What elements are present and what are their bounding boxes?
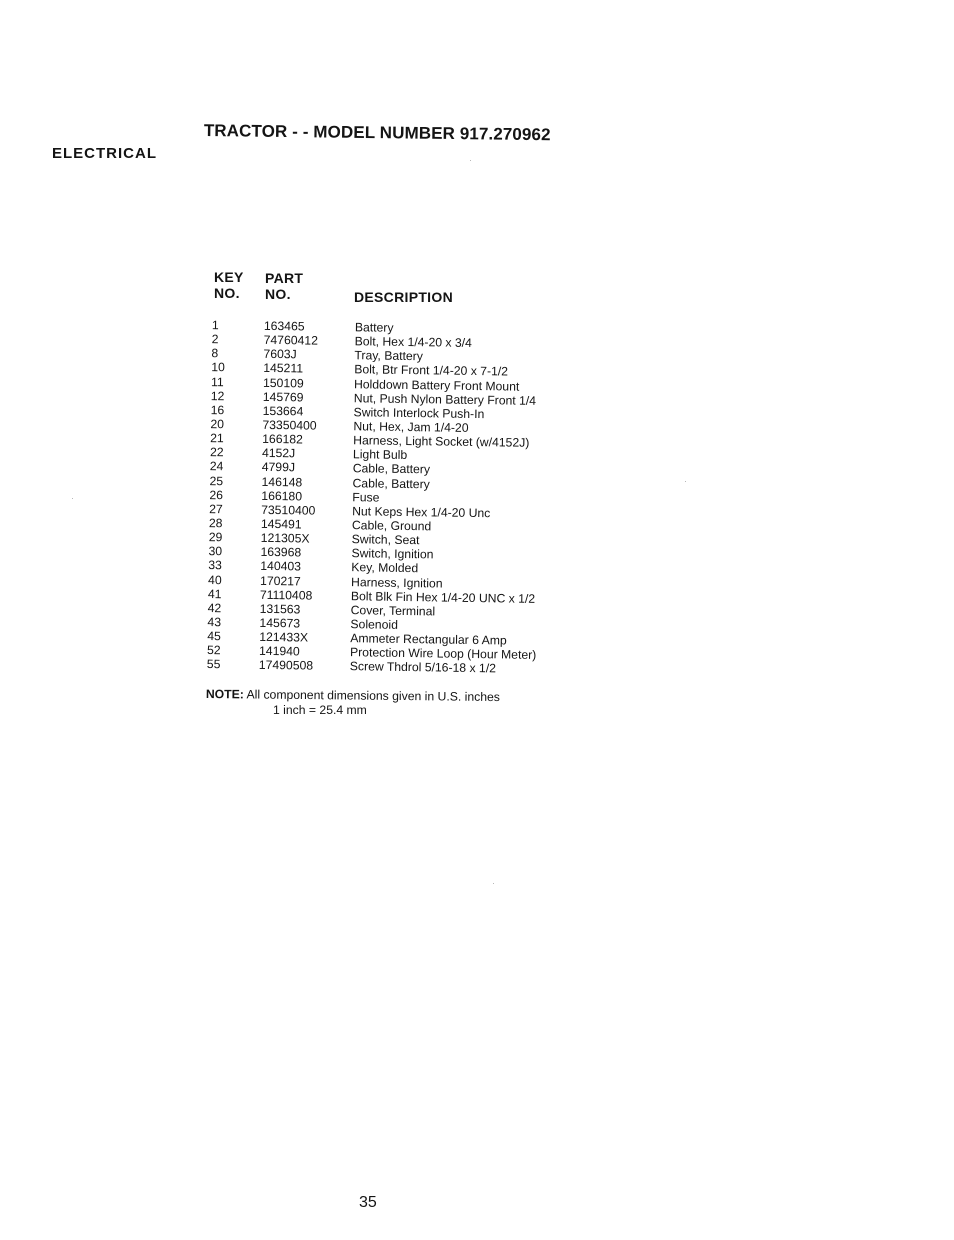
part-description: Switch, Seat [351, 532, 420, 548]
key-number: 43 [207, 615, 222, 630]
part-number: 73510400 [261, 502, 316, 518]
part-description: Cable, Battery [352, 475, 430, 491]
part-description: Tray, Battery [354, 348, 423, 364]
note [206, 687, 500, 704]
scan-speck [72, 498, 73, 499]
part-number: 163968 [260, 545, 302, 560]
note-label: NOTE: [205, 687, 244, 702]
part-description: Battery [354, 320, 394, 335]
key-number: 29 [208, 530, 223, 545]
key-header-line2: NO. [214, 285, 240, 301]
key-header-line1: KEY [214, 269, 244, 285]
key-number: 40 [208, 572, 222, 587]
part-number: 145673 [259, 615, 301, 631]
part-description: Key, Molded [351, 560, 419, 576]
key-number: 12 [210, 388, 225, 403]
part-number: 166180 [261, 488, 303, 504]
key-number: 30 [208, 544, 223, 559]
key-number: 42 [207, 600, 222, 616]
scan-speck [493, 883, 494, 884]
key-number: 1 [211, 318, 219, 333]
part-number: 145491 [260, 516, 302, 532]
key-number: 16 [210, 402, 225, 418]
key-number: 52 [206, 643, 221, 658]
part-description: Ammeter Rectangular 6 Amp [350, 631, 507, 648]
part-description: Switch Interlock Push-In [353, 405, 485, 421]
key-number: 41 [207, 586, 222, 601]
part-description: Switch, Ignition [351, 546, 434, 562]
part-number: 145211 [263, 361, 304, 376]
key-number: 8 [211, 346, 219, 361]
part-number: 4799J [261, 460, 296, 475]
part-description: Bolt, Btr Front 1/4-20 x 7-1/2 [354, 362, 509, 379]
part-number: 141940 [258, 644, 300, 659]
part-description: Cable, Ground [351, 518, 432, 534]
key-number: 27 [209, 501, 223, 517]
part-description: Cover, Terminal [350, 602, 436, 619]
column-headers [214, 269, 534, 309]
part-description: Cable, Battery [352, 461, 431, 477]
key-number: 20 [210, 417, 225, 432]
part-number: 140403 [260, 559, 302, 574]
key-number: 33 [208, 558, 222, 573]
part-description: Bolt, Hex 1/4-20 x 3/4 [354, 334, 472, 351]
part-number: 150109 [262, 375, 304, 391]
part-number: 146148 [261, 474, 303, 489]
part-description: Light Bulb [352, 447, 408, 463]
part-number: 71110408 [259, 587, 313, 603]
key-number: 25 [209, 473, 224, 488]
key-number: 22 [209, 445, 224, 460]
note-text: All component dimensions given in U.S. inches [243, 687, 500, 705]
scan-speck [470, 160, 471, 161]
part-description: Screw Thdrol 5/16-18 x 1/2 [349, 659, 497, 676]
part-description: Nut Keps Hex 1/4-20 Unc [352, 504, 491, 521]
key-number: 2 [211, 332, 219, 347]
part-number: 153664 [262, 403, 304, 419]
part-number: 145769 [262, 389, 304, 405]
key-number: 28 [208, 516, 223, 531]
part-number: 131563 [259, 601, 301, 617]
part-description: Nut, Push Nylon Battery Front 1/4 [353, 390, 537, 408]
part-number: 170217 [260, 573, 301, 588]
key-number: 21 [210, 431, 224, 446]
part-number: 73350400 [262, 417, 317, 433]
part-description: Nut, Hex, Jam 1/4-20 [353, 419, 469, 435]
part-number: 121305X [260, 530, 310, 546]
part-number: 4152J [261, 446, 296, 461]
part-header-line2: NO. [265, 286, 291, 302]
key-number: 26 [209, 487, 224, 502]
parts-list [201, 318, 586, 677]
part-description: Solenoid [350, 617, 399, 632]
part-number: 166182 [262, 431, 303, 447]
part-description: Harness, Ignition [351, 574, 443, 591]
part-description: Holddown Battery Front Mount [353, 376, 520, 394]
part-description: Bolt Blk Fin Hex 1/4-20 UNC x 1/2 [350, 588, 536, 606]
part-description: Fuse [352, 489, 380, 505]
page-number: 35 [359, 1194, 377, 1211]
part-number: 74760412 [263, 332, 319, 348]
part-number: 163465 [263, 318, 305, 334]
section-heading: ELECTRICAL [52, 145, 157, 162]
description-header: DESCRIPTION [354, 289, 453, 305]
part-description: Protection Wire Loop (Hour Meter) [349, 645, 537, 663]
key-number: 10 [211, 360, 225, 375]
note-conversion: 1 inch = 25.4 mm [273, 703, 367, 717]
part-description: Harness, Light Socket (w/4152J) [353, 433, 530, 450]
part-header-line1: PART [265, 270, 304, 286]
part-number: 17490508 [258, 658, 314, 674]
page-title: TRACTOR - - MODEL NUMBER 917.270962 [203, 121, 551, 145]
key-number: 24 [209, 459, 224, 474]
key-number: 45 [207, 629, 221, 644]
part-number: 7603J [263, 347, 297, 362]
key-number: 11 [210, 374, 224, 389]
part-number: 121433X [259, 629, 309, 645]
key-number: 55 [206, 657, 221, 672]
scan-speck [685, 481, 686, 482]
